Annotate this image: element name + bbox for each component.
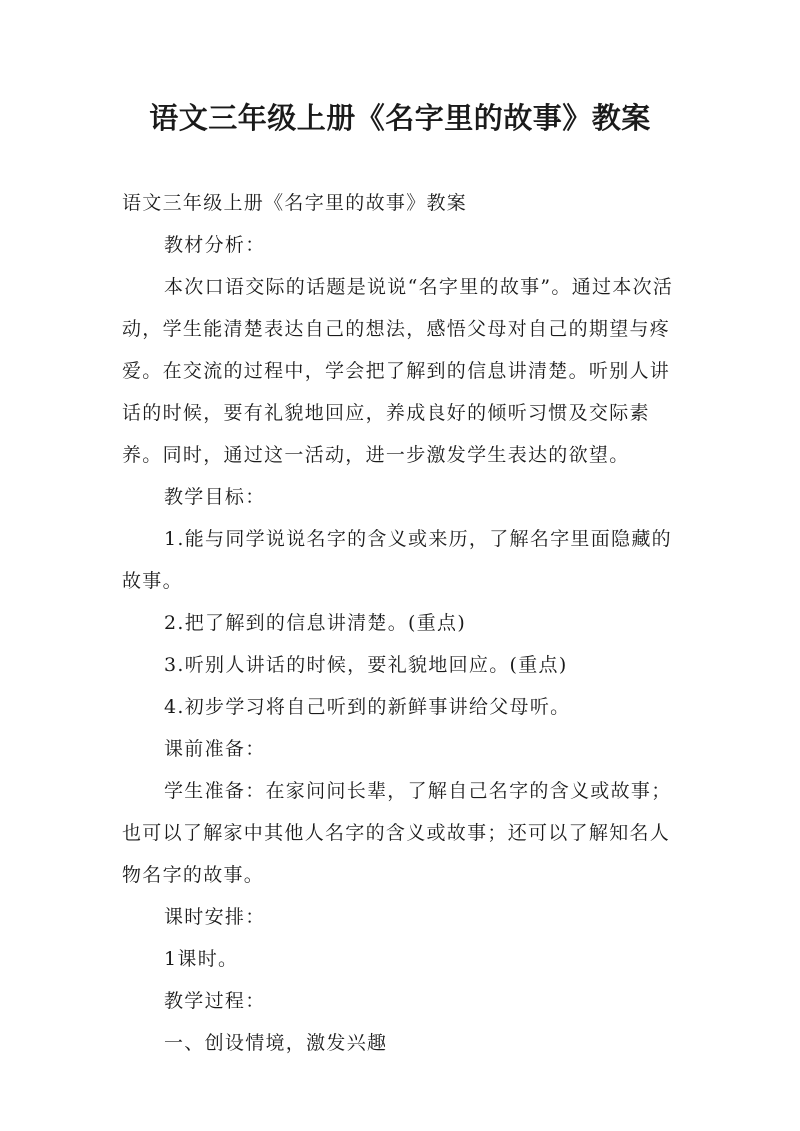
prep-paragraph: 学生准备：在家问问长辈，了解自己名字的含义或故事；也可以了解家中其他人名字的含义或故事；还可以了解知名人物名字的故事。 [122,780,672,886]
document-body [122,182,682,1064]
schedule-heading: 课时安排： [164,906,266,928]
document-title: 语文三年级上册《名字里的故事》教案 [149,101,651,135]
goal-item-3: 3.听别人讲话的时候，要礼貌地回应。(重点) [164,654,568,676]
goal-item-2: 2.把了解到的信息讲清楚。(重点) [164,612,467,634]
process-step-1: 一、创设情境，激发兴趣 [164,1032,388,1054]
schedule-text: 1课时。 [164,948,239,970]
goal-item-1: 1.能与同学说说名字的含义或来历，了解名字里面隐藏的故事。 [122,528,672,592]
goals-heading: 教学目标： [164,486,266,508]
analysis-paragraph: 本次口语交际的话题是说说“名字里的故事”。通过本次活动，学生能清楚表达自己的想法，感悟父母对自己的期望与疼爱。在交流的过程中，学会把了解到的信息讲清楚。听别人讲话的时候，要有礼貌地回应，养成良好的倾听习惯及交际素养。同时，通过这一活动，进一步激发学生表达的欲望。 [122,276,674,466]
process-heading: 教学过程： [164,990,266,1012]
prep-heading: 课前准备： [164,738,266,760]
goal-item-4: 4.初步学习将自己听到的新鲜事讲给父母听。 [164,696,571,718]
analysis-heading: 教材分析： [164,234,266,256]
document-subtitle: 语文三年级上册《名字里的故事》教案 [122,192,468,214]
